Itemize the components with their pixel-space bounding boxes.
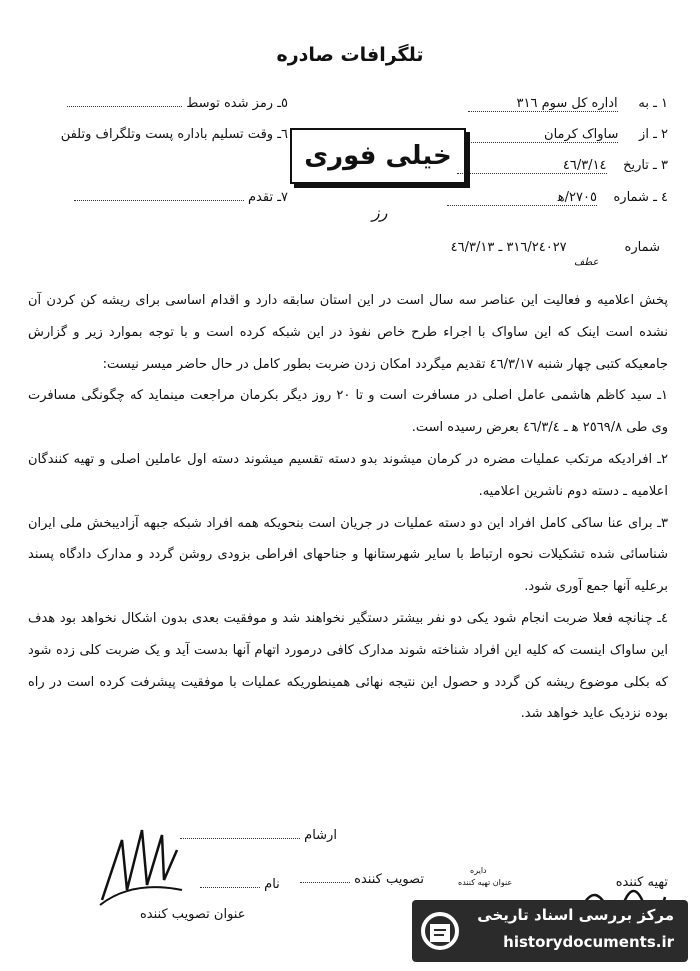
- watermark-line1: مرکز بررسی اسناد تاریخی: [477, 906, 674, 924]
- signature-line: [180, 828, 337, 843]
- preparer-label: تهیه کننده: [615, 875, 668, 890]
- header-row-date: [457, 158, 668, 174]
- dept-row: [470, 866, 487, 875]
- row3-value: ٤٦/٣/١٤: [457, 158, 607, 174]
- handwritten-initial: رز: [372, 203, 388, 222]
- arshad-label: ارشام: [304, 828, 337, 843]
- row2-value: ساواک کرمان: [468, 127, 618, 143]
- urgent-stamp: خیلی فوری: [290, 128, 466, 184]
- paragraph-item-1: ١ـ سید کاظم هاشمی عامل اصلی در مسافرت است و تا ٢٠ روز دیگر بکرمان مراجعت مینماید که چگونگی مسافرت وی طی ٢٥٦٩/٨ ﻫ ـ ٤٦/٣/٤ بعرض رسیده است.: [28, 388, 668, 436]
- name-label: نام: [264, 877, 280, 892]
- preparer-title-label: عنوان تهیه کننده: [458, 878, 513, 887]
- row7-dots: [74, 200, 244, 201]
- row4-num: ٤ ـ شماره: [613, 190, 668, 205]
- row5-dots: [67, 106, 182, 107]
- watermark-line2: historydocuments.ir: [503, 933, 674, 951]
- reference-label: شماره: [624, 240, 660, 255]
- header-row-priority: [58, 190, 288, 205]
- row1-num: ١ ـ به: [638, 96, 668, 111]
- dept-label: دایره: [470, 866, 487, 875]
- approver-label: تصویب کننده: [354, 872, 424, 887]
- row5-label: ٥ـ رمز شده توسط: [186, 96, 288, 111]
- paragraph-item-4: ٤ـ چنانچه فعلا ضربت انجام شود یکی دو نفر بیشتر دستگیر نخواهند شد و موفقیت بعدی بدون اشکال نخواهد بود هدف این ساواک اینست که کلیه این افراد شناخته شوند مدارک کافی درمورد اتهام آنها بدست آید و یک ضربت کلی زده شود که بکلی موضوع ریشه کن گردد و حصول این نتیجه نهائی همینطوریکه عملیات با موفقیت پیشرفت کرده است در راه بوده نزدیک عاید خواهد شد.: [28, 610, 668, 722]
- approver-title-label: عنوان تصویب کننده: [140, 907, 246, 922]
- reference-note: عطف: [574, 257, 599, 268]
- document-title: تلگرافات صادره: [276, 44, 424, 66]
- paragraph-intro: پخش اعلامیه و فعالیت این عناصر سه سال است در این استان سابقه دارد و اقدام اساسی برای ریشه کن کردن آن نشده است اینک که این ساواک با اجراء طرح خاص نفوذ در این شبکه کرده است و با توجه بموارد زیر و گزارش جامعیکه کتبی چهار شنبه ٤٦/٣/١٧ تقدیم میگردد امکان زدن ضربت بطور کامل در حال حاضر میسر نیست:: [28, 293, 668, 372]
- archive-logo-icon: [420, 910, 460, 952]
- reference-value: ٣١٦/٢٤٠٢٧ ـ ٤٦/٣/١٣: [450, 240, 567, 255]
- row1-value: اداره کل سوم ٣١٦: [468, 96, 618, 112]
- approver-dots: [300, 882, 350, 883]
- header-row-to: [468, 96, 668, 112]
- approver-row: [300, 872, 424, 887]
- document-body: [28, 285, 668, 730]
- header-row-encoded: [58, 96, 288, 111]
- paragraph-item-3: ٣ـ برای عنا ساکی کامل افراد این دو دسته عملیات در جریان است بنحویکه همه افراد شبکه جبهه آزادیبخش ملی ایران شناسائی شده تشکیلات نحوه ارتباط با سایر شهرستانها و جناحهای افراطی بزودی روشن گردد و مدارک دادگاه پسند برعلیه آنها جمع آوری شود.: [28, 515, 668, 595]
- arshad-dots: [180, 838, 300, 839]
- name-dots: [200, 887, 260, 888]
- row3-num: ٣ ـ تاریخ: [623, 158, 668, 173]
- row4-value: ٢٧٠٥/ﻫ: [447, 190, 597, 206]
- header-row-from: [468, 127, 668, 143]
- name-row: [200, 877, 280, 892]
- archive-watermark: [412, 900, 688, 962]
- preparer-title-row: [458, 878, 512, 887]
- header-row-delivery: [58, 127, 288, 142]
- paragraph-item-2: ٢ـ افرادیکه مرتکب عملیات مضره در کرمان میشوند بدو دسته تقسیم میشوند دسته اول عاملین اصلی و تهیه کنندگان اعلامیه ـ دسته دوم ناشرین اعلامیه.: [28, 451, 668, 499]
- row7-label: ٧ـ تقدم: [248, 190, 288, 205]
- handwritten-signature-icon: [92, 820, 192, 915]
- header-row-number: [447, 190, 668, 206]
- row6-label: ٦ـ وقت تسلیم باداره پست وتلگراف وتلفن: [60, 127, 288, 142]
- row2-num: ٢ ـ از: [639, 127, 668, 142]
- reference-line: [451, 240, 660, 255]
